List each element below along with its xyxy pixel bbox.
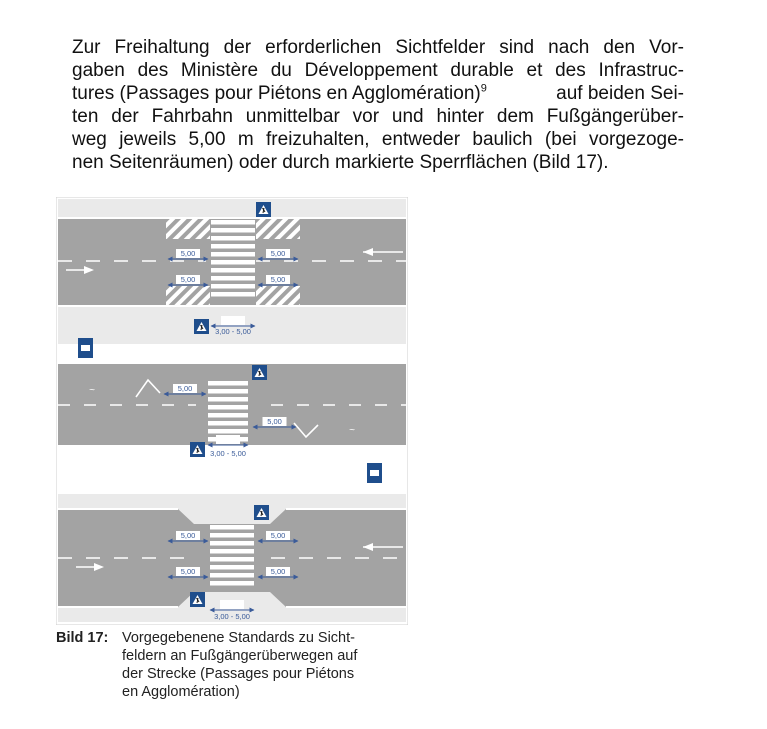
zebra-stripe — [210, 573, 254, 578]
caption-text — [122, 629, 422, 701]
zebra-stripe — [210, 541, 254, 546]
parking-sign — [78, 338, 93, 358]
paragraph-line: gaben des Ministère du Développement durable et des Infrastruc- — [72, 60, 684, 81]
road-edge — [58, 362, 406, 364]
footnote-mark[interactable]: 9 — [480, 82, 487, 95]
zebra-stripe — [210, 557, 254, 562]
dimension-label: 5,00 — [180, 275, 196, 284]
paragraph-line-suffix: auf beiden Sei- — [556, 83, 684, 104]
zebra-stripe — [211, 228, 255, 233]
zebra-stripe — [210, 533, 254, 538]
crosswalk-diagram — [56, 197, 408, 625]
body-paragraph — [72, 36, 684, 174]
dimension-label: 5,00 — [180, 531, 196, 540]
zebra-stripe — [210, 549, 254, 554]
road-edge — [58, 305, 406, 307]
parking-sign — [367, 463, 382, 483]
caption-line: en Agglomération) — [122, 684, 240, 700]
zebra-stripe — [208, 397, 248, 402]
zebra-stripe — [208, 389, 248, 394]
paragraph-line: ten der Fahrbahn unmittelbar vor und hinter dem Fußgängerüber- — [72, 106, 684, 127]
diagram-content — [58, 199, 406, 622]
dimension-label-bg — [216, 435, 240, 444]
pedestrian-crossing-sign — [256, 202, 271, 217]
caption-line: der Strecke (Passages pour Piétons — [122, 666, 355, 682]
pedestrian-crossing-sign — [194, 319, 209, 334]
restricted-area-hatch — [166, 286, 210, 305]
zebra-stripe — [211, 252, 255, 257]
dimension-label: 5,00 — [270, 275, 286, 284]
width-label: 3,00 - 5,00 — [214, 612, 250, 621]
dimension-label: 5,00 — [267, 417, 282, 426]
dimension-label: 5,00 — [180, 567, 196, 576]
zebra-stripe — [211, 276, 255, 281]
caption-line: Vorgegebenene Standards zu Sicht- — [122, 630, 355, 646]
restricted-area-hatch — [256, 219, 300, 239]
dimension-label: 5,00 — [177, 384, 193, 393]
caption-label: Bild 17: — [56, 630, 109, 646]
sign-symbol — [81, 345, 90, 351]
paragraph-line-text: tures (Passages pour Piétons en Agglomération) — [72, 83, 481, 104]
crosswalk-figure — [56, 197, 408, 625]
pedestrian-crossing-sign — [190, 592, 205, 607]
width-label: 3,00 - 5,00 — [210, 449, 246, 458]
zebra-stripe — [211, 268, 255, 273]
road-text-marking: ~ — [89, 385, 95, 396]
restricted-area-hatch — [256, 286, 300, 305]
zebra-stripe — [211, 220, 255, 225]
dimension-label-bg — [220, 600, 244, 609]
sign-symbol — [370, 470, 379, 476]
zebra-stripe — [208, 405, 248, 410]
paragraph-line — [72, 82, 684, 105]
zebra-stripe — [210, 525, 254, 530]
dimension-label: 5,00 — [270, 249, 286, 258]
zebra-stripe — [208, 429, 248, 434]
zebra-stripe — [210, 565, 254, 570]
zebra-stripe — [211, 260, 255, 265]
zebra-stripe — [210, 581, 254, 586]
road-text-marking: ~ — [349, 425, 355, 436]
width-label: 3,00 - 5,00 — [215, 327, 251, 336]
zebra-stripe — [211, 292, 255, 297]
dimension-label: 5,00 — [180, 249, 196, 258]
pedestrian-crossing-sign — [252, 365, 267, 380]
pedestrian-crossing-sign — [254, 505, 269, 520]
zebra-stripe — [211, 236, 255, 241]
dimension-label: 5,00 — [270, 531, 286, 540]
paragraph-line: nen Seitenräumen) oder durch markierte Sperrflächen (Bild 17). — [72, 152, 609, 173]
road-edge — [58, 217, 406, 219]
zebra-stripe — [208, 381, 248, 386]
pedestrian-crossing-sign — [190, 442, 205, 457]
zebra-stripe — [208, 413, 248, 418]
dimension-label: 5,00 — [270, 567, 286, 576]
restricted-area-hatch — [166, 219, 210, 239]
dimension-label-bg — [221, 316, 245, 325]
paragraph-line: weg jeweils 5,00 m freizuhalten, entweder baulich (bei vorgezoge- — [72, 129, 684, 150]
zebra-stripe — [211, 284, 255, 289]
paragraph-line: Zur Freihaltung der erforderlichen Sichtfelder sind nach den Vor- — [72, 37, 684, 58]
zebra-stripe — [208, 421, 248, 426]
zebra-stripe — [211, 244, 255, 249]
caption-line: feldern an Fußgängerüberwegen auf — [122, 648, 358, 664]
